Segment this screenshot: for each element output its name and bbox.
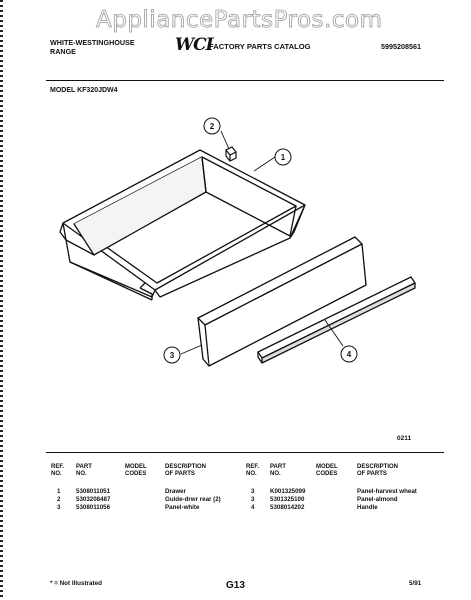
- brand-line-1: WHITE-WESTINGHOUSE: [50, 38, 135, 47]
- right-row-2-part: 5301325100: [270, 496, 305, 503]
- left-row-1-ref: 1: [57, 488, 61, 495]
- brand-line-2: RANGE: [50, 46, 76, 56]
- header-description-right: DESCRIPTION OF PARTS: [357, 464, 399, 477]
- right-row-1-ref: 3: [251, 488, 255, 495]
- catalog-number: 5995208561: [381, 42, 421, 51]
- catalog-title: FACTORY PARTS CATALOG: [209, 42, 311, 51]
- callout-1-label: 1: [280, 153, 286, 162]
- model-label: MODEL KF320JDW4: [50, 87, 118, 94]
- header-model-codes-left: MODEL CODES: [125, 464, 147, 477]
- diagram-code: 0211: [397, 435, 412, 442]
- right-row-3-ref: 4: [251, 504, 255, 511]
- right-row-2-desc: Panel-almond: [357, 496, 398, 503]
- wci-logo: WCI: [175, 35, 213, 55]
- drawer-part: [60, 150, 305, 300]
- left-row-1-desc: Drawer: [165, 488, 186, 495]
- right-row-2-ref: 3: [251, 496, 255, 503]
- header-ref-no-right: REF. NO.: [246, 464, 260, 477]
- callout-4-label: 4: [346, 350, 352, 359]
- header-part-no-left: PART NO.: [76, 464, 92, 477]
- catalog-date: 5/91: [409, 580, 422, 587]
- callout-3-label: 3: [169, 351, 175, 360]
- page-number: G13: [226, 580, 245, 591]
- left-row-3-ref: 3: [57, 504, 61, 511]
- left-row-2-desc: Guide-drwr rear (2): [165, 496, 221, 503]
- left-row-2-part: 5303208487: [76, 496, 111, 503]
- not-illustrated-note: * = Not Illustrated: [50, 580, 102, 587]
- header-part-no-right: PART NO.: [270, 464, 286, 477]
- right-row-3-desc: Handle: [357, 504, 378, 511]
- table-top-rule: [46, 452, 444, 453]
- right-row-1-part: K001325099: [270, 488, 306, 495]
- header-description-left: DESCRIPTION OF PARTS: [165, 464, 207, 477]
- right-row-3-part: 5308014202: [270, 504, 305, 511]
- rear-guide-part: [226, 147, 236, 161]
- right-row-1-desc: Panel-harvest wheat: [357, 488, 417, 495]
- header-ref-no-left: REF. NO.: [51, 464, 65, 477]
- left-row-1-part: 5308011051: [76, 488, 111, 495]
- left-row-3-part: 5308011056: [76, 504, 111, 511]
- watermark: AppliancePartsPros.com: [96, 7, 383, 33]
- header-model-codes-right: MODEL CODES: [316, 464, 338, 477]
- left-row-3-desc: Panel-white: [165, 504, 200, 511]
- callout-2-label: 2: [209, 122, 215, 131]
- left-row-2-ref: 2: [57, 496, 61, 503]
